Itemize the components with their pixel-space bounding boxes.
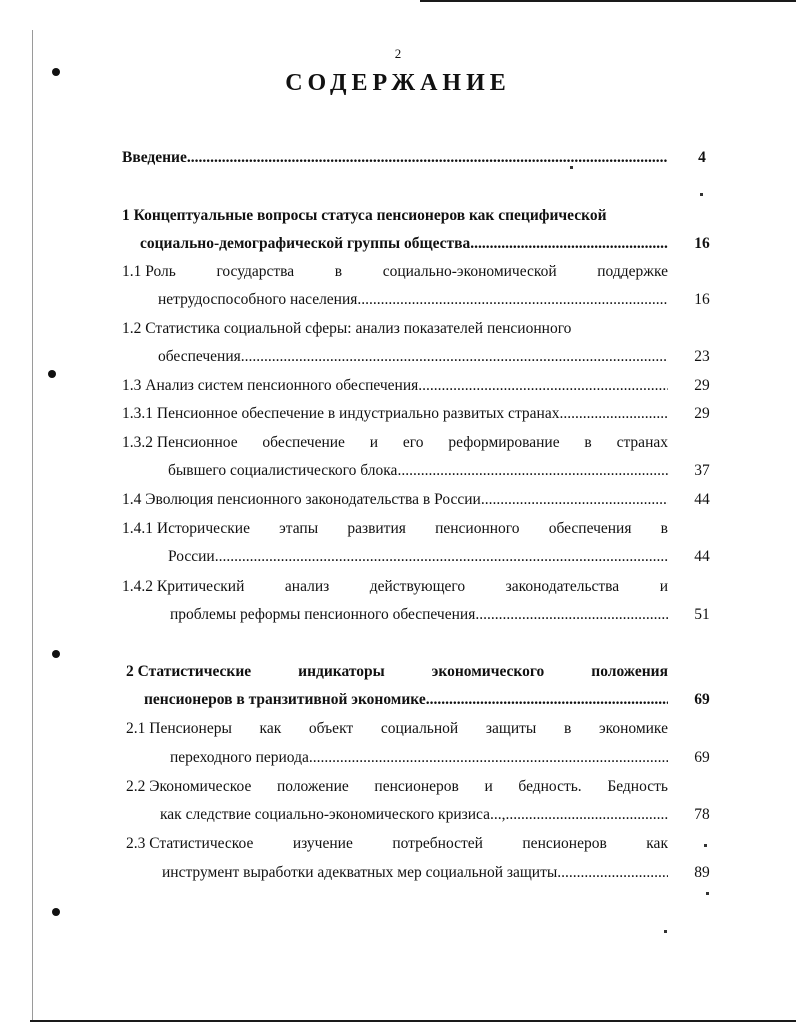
toc-word: защиты bbox=[485, 720, 537, 737]
toc-entry-2-2[interactable] bbox=[160, 805, 668, 825]
toc-page-number: 78 bbox=[694, 806, 710, 823]
toc-word: законодательства bbox=[505, 578, 620, 595]
toc-word: развития bbox=[347, 520, 406, 537]
toc-word: пенсионеров bbox=[374, 778, 459, 795]
toc-page-number: 23 bbox=[694, 348, 710, 365]
toc-entry-ch1[interactable] bbox=[140, 234, 668, 254]
toc-page-number: 89 bbox=[694, 864, 710, 881]
toc-word: в bbox=[563, 720, 572, 737]
leader-dots bbox=[559, 404, 668, 424]
leader-dots bbox=[557, 863, 668, 883]
scan-speck bbox=[704, 844, 707, 847]
toc-entry-label: России bbox=[168, 548, 215, 565]
toc-entry-ch1-line1[interactable]: 1 Концептуальные вопросы статуса пенсионеров как специфической bbox=[122, 207, 607, 224]
toc-word: положения bbox=[591, 663, 668, 680]
toc-entry-label: обеспечения bbox=[158, 348, 241, 365]
toc-page-number: 4 bbox=[698, 149, 706, 166]
toc-page-number: 16 bbox=[694, 291, 710, 308]
scan-top-edge bbox=[420, 0, 796, 2]
toc-entry-1-3-1[interactable] bbox=[122, 404, 668, 424]
scan-speck bbox=[664, 930, 667, 933]
toc-word: потребностей bbox=[392, 835, 483, 852]
toc-entry-1-3-2[interactable] bbox=[168, 461, 668, 481]
toc-word: 2.1 Пенсионеры bbox=[126, 720, 232, 737]
leader-dots bbox=[309, 748, 668, 768]
toc-word: экономике bbox=[598, 720, 668, 737]
toc-entry-label: 1.4 Эволюция пенсионного законодательства в России bbox=[122, 491, 481, 508]
leader-dots bbox=[241, 347, 668, 367]
binder-hole-mark bbox=[52, 908, 60, 916]
toc-word: реформирование bbox=[448, 434, 560, 451]
toc-word: его bbox=[402, 434, 424, 451]
scan-bottom-edge bbox=[30, 1020, 796, 1022]
leader-dots bbox=[426, 690, 668, 710]
toc-word: положение bbox=[276, 778, 349, 795]
toc-page-number: 69 bbox=[694, 691, 710, 708]
leader-dots bbox=[215, 547, 668, 567]
toc-entry-label: 1.3 Анализ систем пенсионного обеспечения bbox=[122, 377, 419, 394]
toc-word: как bbox=[259, 720, 282, 737]
toc-entry-1-4[interactable] bbox=[122, 490, 668, 510]
toc-word: государства bbox=[216, 263, 295, 280]
toc-word: 2.2 Экономическое bbox=[126, 778, 252, 795]
toc-word: 1.4.2 Критический bbox=[122, 578, 245, 595]
toc-word: и bbox=[659, 578, 668, 595]
toc-entry-label: бывшего социалистического блока bbox=[168, 462, 398, 479]
toc-word: пенсионеров bbox=[522, 835, 607, 852]
toc-page-number: 44 bbox=[694, 491, 710, 508]
page-title: СОДЕРЖАНИЕ bbox=[285, 70, 511, 96]
leader-dots bbox=[481, 490, 668, 510]
toc-entry-ch2-line1[interactable] bbox=[126, 662, 668, 682]
toc-entry-1-2[interactable] bbox=[158, 347, 668, 367]
toc-entry-2-1-line1[interactable] bbox=[126, 719, 668, 739]
toc-entry-1-1-line1[interactable] bbox=[122, 262, 668, 282]
binder-hole-mark bbox=[52, 650, 60, 658]
toc-page-number: 44 bbox=[694, 548, 710, 565]
toc-word: экономического bbox=[431, 663, 545, 680]
leader-dots bbox=[475, 605, 668, 625]
toc-word: 2.3 Статистическое bbox=[126, 835, 254, 852]
toc-page-number: 16 bbox=[694, 235, 710, 252]
toc-word: действующего bbox=[369, 578, 466, 595]
toc-entry-2-3-line1[interactable] bbox=[126, 834, 668, 854]
toc-page-number: 69 bbox=[694, 749, 710, 766]
toc-word: в bbox=[660, 520, 668, 537]
scan-speck bbox=[706, 892, 709, 895]
toc-entry-intro[interactable] bbox=[122, 148, 668, 168]
toc-page-number: 29 bbox=[694, 377, 710, 394]
toc-word: объект bbox=[308, 720, 354, 737]
binder-hole-mark bbox=[48, 370, 56, 378]
toc-entry-label: проблемы реформы пенсионного обеспечения bbox=[170, 606, 476, 623]
toc-page-number: 51 bbox=[694, 606, 710, 623]
toc-entry-label: переходного периода bbox=[170, 749, 309, 766]
toc-word: обеспечение bbox=[262, 434, 345, 451]
toc-entry-label: как следствие социально-экономического кризиса..., bbox=[160, 806, 506, 823]
toc-word: бедность. bbox=[518, 778, 582, 795]
toc-entry-label: нетрудоспособного населения bbox=[158, 291, 358, 308]
leader-dots bbox=[470, 234, 668, 254]
toc-entry-label: 1.3.1 Пенсионное обеспечение в индустриально развитых странах bbox=[122, 405, 560, 422]
leader-dots bbox=[357, 290, 668, 310]
toc-word: в bbox=[334, 263, 343, 280]
toc-word: 1.3.2 Пенсионное bbox=[122, 434, 238, 451]
toc-entry-ch2[interactable] bbox=[144, 690, 668, 710]
toc-entry-label: социально-демографической группы общества bbox=[140, 235, 471, 252]
toc-word: поддержке bbox=[597, 263, 668, 280]
toc-word: этапы bbox=[279, 520, 319, 537]
toc-entry-1-2-line1[interactable]: 1.2 Статистика социальной сферы: анализ показателей пенсионного bbox=[122, 320, 572, 337]
toc-word: 1.4.1 Исторические bbox=[122, 520, 250, 537]
toc-entry-label: инструмент выработки адекватных мер социальной защиты bbox=[162, 864, 558, 881]
leader-dots bbox=[506, 805, 669, 825]
toc-entry-label: Введение bbox=[122, 149, 187, 166]
toc-word: в bbox=[584, 434, 592, 451]
toc-entry-1-1[interactable] bbox=[158, 290, 668, 310]
leader-dots bbox=[418, 376, 668, 396]
toc-word: индикаторы bbox=[298, 663, 385, 680]
toc-entry-2-2-line1[interactable] bbox=[126, 777, 668, 797]
page-number: 2 bbox=[394, 46, 402, 61]
toc-entry-2-3[interactable] bbox=[162, 863, 668, 883]
leader-dots bbox=[187, 148, 668, 168]
toc-page-number: 29 bbox=[694, 405, 710, 422]
toc-word: социальной bbox=[380, 720, 459, 737]
toc-entry-1-3-2-line1[interactable] bbox=[122, 433, 668, 453]
toc-entry-label: пенсионеров в транзитивной экономике bbox=[144, 691, 426, 708]
toc-word: и bbox=[484, 778, 493, 795]
toc-word: и bbox=[369, 434, 379, 451]
toc-entry-1-4-1-line1[interactable] bbox=[122, 519, 668, 539]
scan-left-edge bbox=[32, 30, 33, 1020]
toc-entry-2-1[interactable] bbox=[170, 748, 668, 768]
toc-word: 1.1 Роль bbox=[122, 263, 176, 280]
toc-entry-1-4-2[interactable] bbox=[170, 605, 668, 625]
toc-word: пенсионного bbox=[435, 520, 520, 537]
toc-word: 2 Статистические bbox=[126, 663, 252, 680]
toc-word: обеспечения bbox=[548, 520, 632, 537]
toc-entry-1-4-2-line1[interactable] bbox=[122, 577, 668, 597]
toc-word: как bbox=[646, 835, 668, 852]
leader-dots bbox=[397, 461, 668, 481]
toc-word: Бедность bbox=[607, 778, 668, 795]
toc-word: социально-экономической bbox=[382, 263, 557, 280]
toc-entry-1-3[interactable] bbox=[122, 376, 668, 396]
scan-speck bbox=[700, 193, 703, 196]
toc-word: изучение bbox=[292, 835, 353, 852]
toc-entry-1-4-1[interactable] bbox=[168, 547, 668, 567]
toc-page-number: 37 bbox=[694, 462, 710, 479]
toc-word: странах bbox=[616, 434, 668, 451]
toc-word: анализ bbox=[284, 578, 330, 595]
